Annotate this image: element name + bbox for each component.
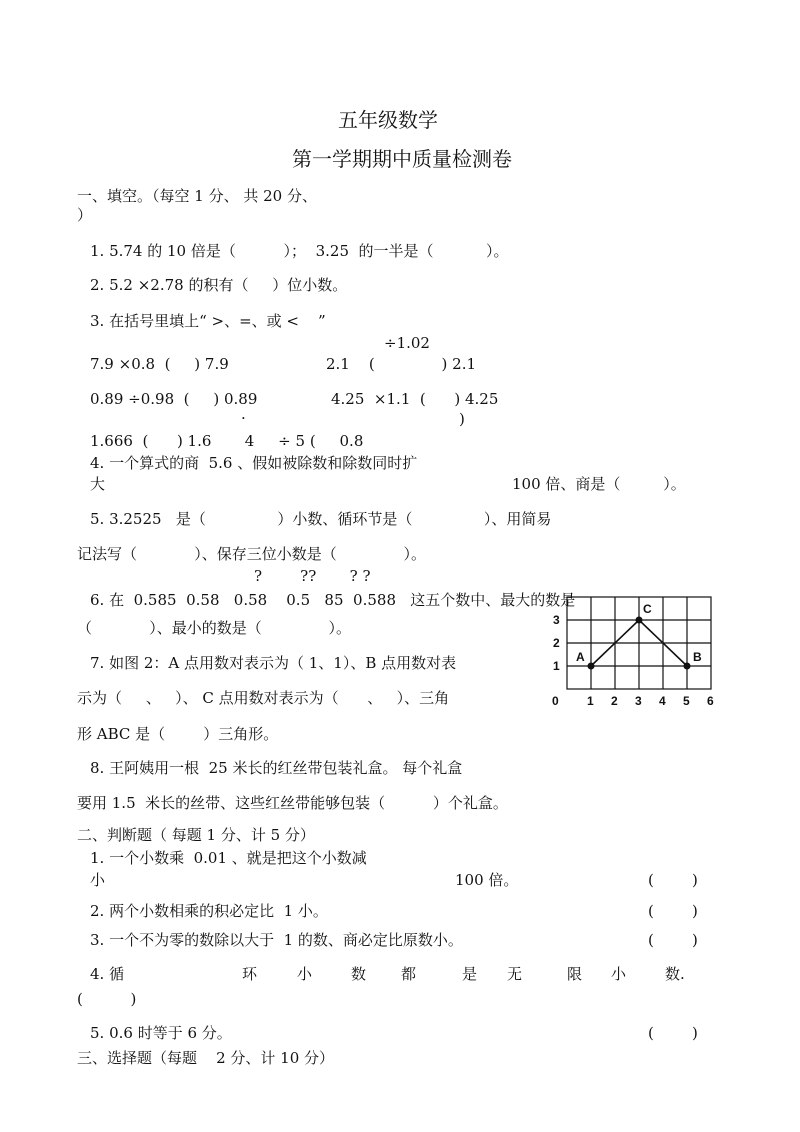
x-tick-label: 2 xyxy=(611,694,618,708)
s1-question-4-c: 100 倍、商是（ ）。 xyxy=(512,475,686,493)
y-tick-label: 2 xyxy=(553,636,560,650)
section3-heading: 三、选择题（每题 2 分、计 10 分） xyxy=(77,1049,335,1067)
s1-question-7-c: 形 ABC 是（ ）三角形。 xyxy=(77,725,279,743)
s1-q3-row2-left: 0.89 ÷0.98 ( ) 0.89 xyxy=(90,390,258,408)
s1-q3-row1-left: 7.9 ×0.8 ( ) 7.9 xyxy=(90,355,229,373)
x-tick-label: 0 xyxy=(552,694,559,708)
point-b-label: B xyxy=(693,650,702,664)
section1-heading: 一、填空。（每空 1 分、 共 20 分、 xyxy=(77,187,317,205)
s1-question-6-b: （ ）、最小的数是（ ）。 xyxy=(77,619,351,637)
s1-question-7-b: 示为（ 、 ）、 C 点用数对表示为（ 、 ）、三角 xyxy=(77,689,450,707)
x-tick-label: 4 xyxy=(659,694,666,708)
s2-answer-paren-2: ( ) xyxy=(648,902,698,920)
s1-question-6-a: 6. 在 0.585 0.58 0.58 0.5 85 0.588 这五个数中、最大的数是 xyxy=(90,591,576,609)
s2-q4-word: 是 xyxy=(462,965,478,983)
s1-question-5-a: 5. 3.2525 是（ ）小数、循环节是（ ）、用简易 xyxy=(90,510,552,528)
x-tick-label: 6 xyxy=(707,694,714,708)
s1-question-3: 3. 在括号里填上“ >、=、或 < ” xyxy=(90,312,326,330)
s2-q4-word: 小 xyxy=(297,965,313,983)
s1-question-5-marks: ? ?? ? ? xyxy=(254,567,371,585)
s1-q3-paren: ) xyxy=(459,410,465,428)
s2-question-1-a: 1. 一个小数乘 0.01 、就是把这个小数减 xyxy=(90,849,367,867)
s1-question-1: 1. 5.74 的 10 倍是（ ）； 3.25 的一半是（ ）。 xyxy=(90,242,509,260)
s2-q4-word: 小 xyxy=(611,965,627,983)
s1-question-8-b: 要用 1.5 米长的丝带、这些红丝带能够包装（ ）个礼盒。 xyxy=(77,794,508,812)
s2-question-1-b: 小 xyxy=(90,871,106,889)
s1-q3-row2-right: 4.25 ×1.1 ( ) 4.25 xyxy=(331,390,499,408)
s1-question-8-a: 8. 王阿姨用一根 25 米长的红丝带包装礼盒。 每个礼盒 xyxy=(90,759,463,777)
s1-question-5-b: 记法写（ ）、保存三位小数是（ ）。 xyxy=(77,545,426,563)
s2-answer-paren-1: ( ) xyxy=(648,871,698,889)
x-tick-label: 1 xyxy=(587,694,594,708)
x-tick-label: 3 xyxy=(635,694,642,708)
y-tick-label: 1 xyxy=(553,659,560,673)
point-a-dot xyxy=(588,663,595,670)
s2-question-3: 3. 一个不为零的数除以大于 1 的数、商必定比原数小。 xyxy=(90,931,463,949)
s2-answer-paren-3: ( ) xyxy=(648,931,698,949)
s2-q4-word: 4. 循 xyxy=(90,965,125,983)
point-b-dot xyxy=(684,663,691,670)
page-subtitle: 第一学期期中质量检测卷 xyxy=(292,147,512,171)
s1-q3-row1-right: 2.1 ( ) 2.1 xyxy=(326,355,477,373)
s2-question-1-c: 100 倍。 xyxy=(455,871,519,889)
s1-q3-division: ÷1.02 xyxy=(384,334,430,352)
s2-q4-word: 都 xyxy=(401,965,417,983)
point-c-dot xyxy=(636,617,643,624)
y-tick-label: 3 xyxy=(553,613,560,627)
s2-question-5: 5. 0.6 时等于 6 分。 xyxy=(90,1024,232,1042)
s1-q3-dot: · xyxy=(241,409,246,427)
s2-q4-word: 数 xyxy=(351,965,367,983)
s1-question-7-a: 7. 如图 2：A 点用数对表示为（ 1、1）、B 点用数对表 xyxy=(90,654,457,672)
point-a-label: A xyxy=(576,650,585,664)
s2-answer-paren-5: ( ) xyxy=(648,1024,698,1042)
s2-answer-paren-4: ( ) xyxy=(77,990,137,1008)
section2-heading: 二、判断题（ 每题 1 分、计 5 分） xyxy=(77,826,315,844)
page-title: 五年级数学 xyxy=(338,108,438,132)
s2-question-2: 2. 两个小数相乘的积必定比 1 小。 xyxy=(90,902,328,920)
s1-question-2: 2. 5.2 ×2.78 的积有（ ）位小数。 xyxy=(90,276,348,294)
s2-q4-word: 数. xyxy=(665,965,685,983)
s2-q4-word: 无 xyxy=(507,965,523,983)
s2-q4-word: 限 xyxy=(567,965,583,983)
s2-q4-word: 环 xyxy=(242,965,258,983)
point-c-label: C xyxy=(643,602,652,616)
s1-q3-row3: 1.666 ( ) 1.6 4 ÷ 5 ( 0.8 xyxy=(90,432,364,450)
coordinate-grid-figure xyxy=(545,585,720,710)
s1-question-4-a: 4. 一个算式的商 5.6 、假如被除数和除数同时扩 xyxy=(90,454,418,472)
x-tick-label: 5 xyxy=(683,694,690,708)
s1-question-4-b: 大 xyxy=(90,475,106,493)
section1-heading-end: ） xyxy=(77,206,93,224)
